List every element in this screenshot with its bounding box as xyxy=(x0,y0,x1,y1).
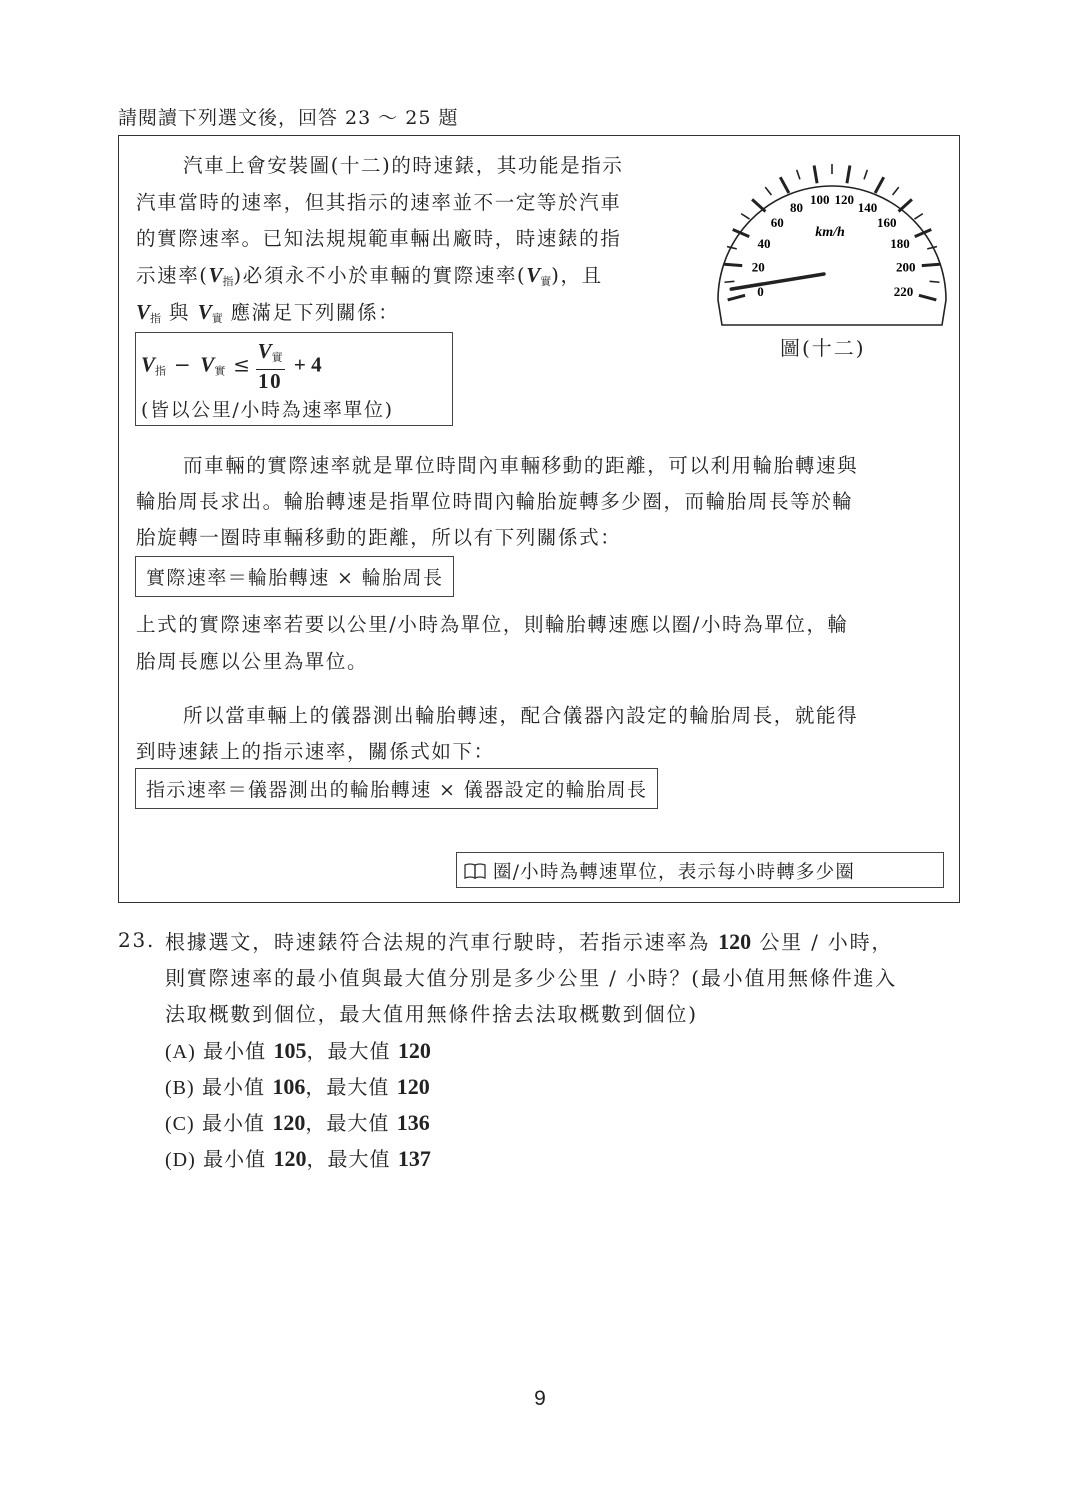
unit-note-box: 圈/小時為轉速單位，表示每小時轉多少圈 xyxy=(456,852,944,888)
speedometer-figure xyxy=(712,150,952,332)
gauge-label: 120 xyxy=(834,192,855,208)
option-c[interactable]: (C) 最小值 120，最大值 136 xyxy=(165,1110,430,1135)
question-line: 則實際速率的最小值與最大值分別是多少公里 / 小時？(最小值用無條件進入 xyxy=(165,966,898,990)
passage-line: 汽車當時的速率，但其指示的速率並不一定等於汽車 xyxy=(136,191,622,214)
inequality-formula: $V_指 - V_實$ ≤ $\frac{V_實}{10}$ + 4 xyxy=(141,339,322,393)
passage-line: 示速率$(V_指)$必須永不小於車輛的實際速率$(V_實)$，且 xyxy=(136,263,603,288)
equation-box-indicated-speed: 指示速率＝儀器測出的輪胎轉速 × 儀器設定的輪胎周長 xyxy=(135,768,658,809)
passage-line: 到時速錶上的指示速率，關係式如下： xyxy=(136,740,495,763)
gauge-tick xyxy=(922,264,940,265)
passage-line: 胎旋轉一圈時車輛移動的距離，所以有下列關係式： xyxy=(136,526,622,549)
option-b[interactable]: (B) 最小值 106，最大值 120 xyxy=(165,1074,430,1099)
gauge-label: 20 xyxy=(751,259,765,275)
question-line: 根據選文，時速錶符合法規的汽車行駛時，若指示速率為 120 公里 / 小時， xyxy=(165,929,894,954)
passage-line: 上式的實際速率若要以公里/小時為單位，則輪胎轉速應以圈/小時為單位，輪 xyxy=(136,613,849,636)
gauge-label: 140 xyxy=(857,200,878,216)
equation-box-actual-speed: 實際速率＝輪胎轉速 × 輪胎周長 xyxy=(135,556,454,597)
gauge-label: 40 xyxy=(757,235,771,251)
unit-label: km/h xyxy=(815,225,845,240)
passage-line: 所以當車輛上的儀器測出輪胎轉速，配合儀器內設定的輪胎周長，就能得 xyxy=(183,704,859,727)
gauge-tick xyxy=(724,281,734,282)
book-icon xyxy=(463,862,487,880)
gauge-tick xyxy=(899,199,912,211)
fraction: $\frac{V_實}{10}$ xyxy=(257,339,283,393)
reading-intro: 請閱讀下列選文後，回答 23 ～ 25 題 xyxy=(118,107,459,129)
gauge-tick xyxy=(930,281,940,282)
gauge-outline xyxy=(718,186,946,325)
gauge-label: 160 xyxy=(877,215,897,231)
passage-line: 胎周長應以公里為單位。 xyxy=(136,650,369,673)
question-number: 23. xyxy=(118,928,156,952)
gauge-tick xyxy=(765,187,771,195)
gauge-tick xyxy=(914,214,922,219)
gauge-label: 80 xyxy=(790,200,804,216)
gauge-needle xyxy=(731,274,824,289)
gauge-tick xyxy=(864,170,867,179)
gauge-tick xyxy=(752,199,765,211)
gauge-label: 60 xyxy=(770,215,784,231)
gauge-tick xyxy=(797,170,800,179)
passage-line: 而車輛的實際速率就是單位時間內車輛移動的距離，可以利用輪胎轉速與 xyxy=(183,454,859,477)
gauge-tick xyxy=(893,187,899,195)
option-d[interactable]: (D) 最小值 120，最大值 137 xyxy=(165,1146,431,1171)
gauge-tick xyxy=(728,295,745,300)
option-a[interactable]: (A) 最小值 105，最大值 120 xyxy=(165,1038,431,1063)
gauge-label: 200 xyxy=(896,259,916,275)
gauge-label: 220 xyxy=(893,284,914,300)
gauge-tick xyxy=(780,177,789,193)
figure-caption: 圖(十二) xyxy=(780,336,866,360)
unit-note: (皆以公里/小時為速率單位) xyxy=(141,399,394,421)
passage-line: 輪胎周長求出。輪胎轉速是指單位時間內輪胎旋轉多少圈，而輪胎周長等於輪 xyxy=(136,490,854,513)
gauge-tick xyxy=(875,177,884,193)
gauge-label: 0 xyxy=(757,284,764,300)
page-number: 9 xyxy=(534,1387,546,1410)
passage-line: $V_指$ 與 $V_實$ 應滿足下列關係： xyxy=(136,300,400,325)
gauge-tick xyxy=(814,165,817,183)
question-line: 法取概數到個位，最大值用無條件捨去法取概數到個位) xyxy=(165,1002,698,1026)
gauge-tick xyxy=(847,165,850,183)
gauge-label: 100 xyxy=(809,192,830,208)
passage-line: 的實際速率。已知法規規範車輛出廠時，時速錶的指 xyxy=(136,227,622,250)
gauge-tick xyxy=(724,264,742,265)
gauge-tick xyxy=(741,214,749,219)
gauge-tick xyxy=(919,295,936,300)
passage-line: 汽車上會安裝圖(十二)的時速錶，其功能是指示 xyxy=(183,154,624,177)
gauge-label: 180 xyxy=(890,235,910,251)
